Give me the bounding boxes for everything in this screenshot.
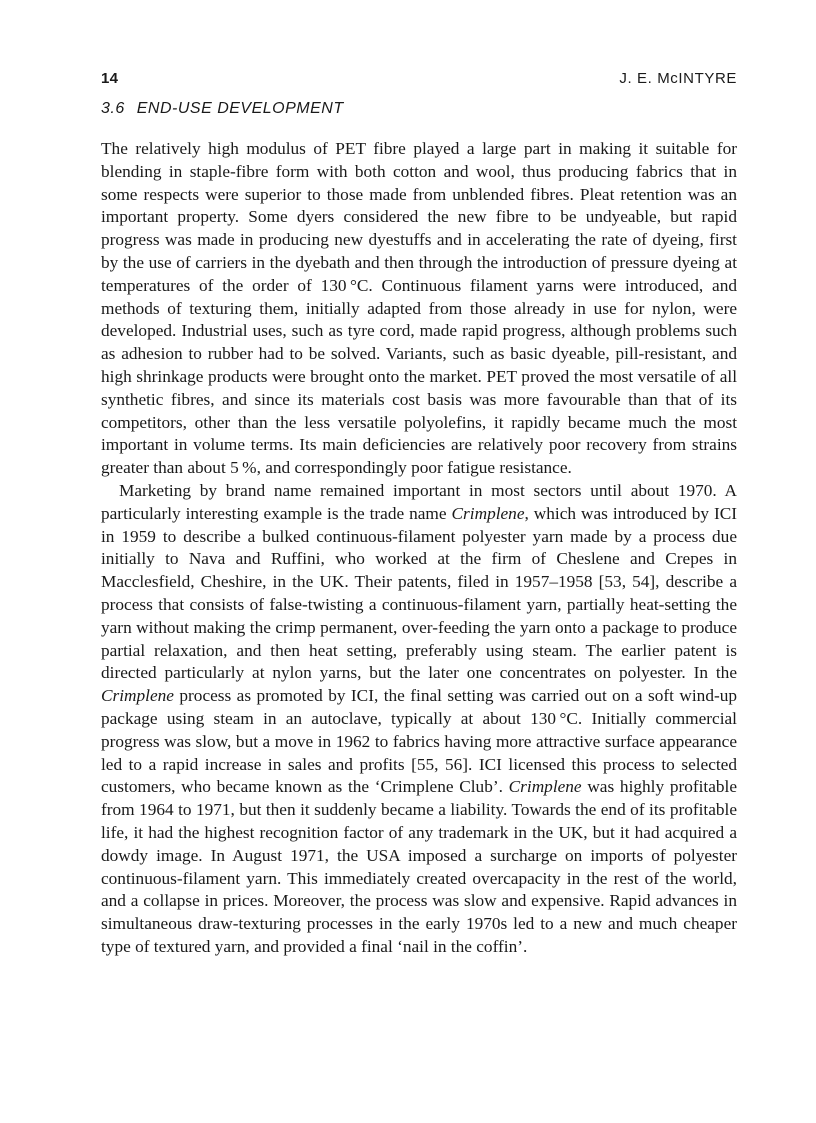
running-head-author: J. E. McINTYRE <box>619 70 737 87</box>
section-heading <box>101 100 737 124</box>
page-number: 14 <box>101 70 119 87</box>
text-run: Marketing by brand name remained important in most sectors until about 1970. A particularly interesting example is the trade name <box>101 480 737 523</box>
text-run: process as promoted by ICI, the final setting was carried out on a soft wind-up package using steam in an autoclave, typically at about 130 °C. Initially commercial progress was slow, but a move in 1962 to fabrics having more attractive surface appearance led to a rapid increase in sales and profits [55, 56]. ICI licensed this process to selected customers, who became known as the ‘Crimplene Club’. <box>101 686 737 797</box>
paragraph-1 <box>101 138 737 480</box>
italic-term: Crimplene <box>451 503 525 523</box>
text-run: , which was introduced by ICI in 1959 to describe a bulked continuous-filament polyester yarn made by a process due initially to Nava and Ruffini, who worked at the firm of Cheslene and Crepes in Macclesfield, Cheshire, in the UK. Their patents, filed in 1957–1958 [53, 54], describe a process that consists of false-twisting a continuous-filament yarn, partially heat-setting the yarn without making the crimp permanent, over-feeding the yarn onto a package to produce partial relaxation, and then heat setting, preferably using steam. The earlier patent is directed particularly at nylon yarns, but the later one concentrates on polyester. In the <box>101 503 737 683</box>
text-run: was highly profitable from 1964 to 1971, but then it suddenly became a liability. Towards the end of its profitable life, it had the highest recognition factor of any trademark in the UK, but it had acquired a dowdy image. In August 1971, the USA imposed a surcharge on imports of polyester continuous-filament yarn. This immediately created overcapacity in the rest of the world, and a collapse in prices. Moreover, the process was slow and expensive. Rapid advances in simultaneous draw-texturing processes in the early 1970s led to a new and much cheaper type of textured yarn, and provided a final ‘nail in the coffin’. <box>101 777 737 956</box>
section-number: 3.6 <box>101 100 125 117</box>
italic-term: Crimplene <box>101 686 174 706</box>
book-page <box>101 70 737 959</box>
italic-term: Crimplene <box>508 777 582 797</box>
running-head <box>101 70 737 90</box>
body-text <box>101 138 737 959</box>
paragraph-2 <box>101 480 737 959</box>
section-title: END-USE DEVELOPMENT <box>136 100 344 117</box>
text-run: The relatively high modulus of PET fibre played a large part in making it suitable for blending in staple-fibre form with both cotton and wool, thus producing fabrics that in some respects were superior to those made from unblended fibres. Pleat retention was an important property. Some dyers considered the new fibre to be undyeable, but rapid progress was made in producing new dyestuffs and in accelerating the rate of dyeing, first by the use of carriers in the dyebath and then through the introduction of pressure dyeing at temperatures of the order of 130 °C. Continuous filament yarns were introduced, and methods of texturing them, initially adapted from those already in use for nylon, were developed. Industrial uses, such as tyre cord, made rapid progress, although problems such as adhesion to rubber had to be solved. Variants, such as basic dyeable, pill-resistant, and high shrinkage products were brought onto the market. PET proved the most versatile of all synthetic fibres, and since its materials cost basis was more favourable than that of its competitors, other than the less versatile polyolefins, it rapidly became much the most important in volume terms. Its main deficiencies are relatively poor recovery from strains greater than about 5 %, and correspondingly poor fatigue resistance. <box>101 139 737 478</box>
